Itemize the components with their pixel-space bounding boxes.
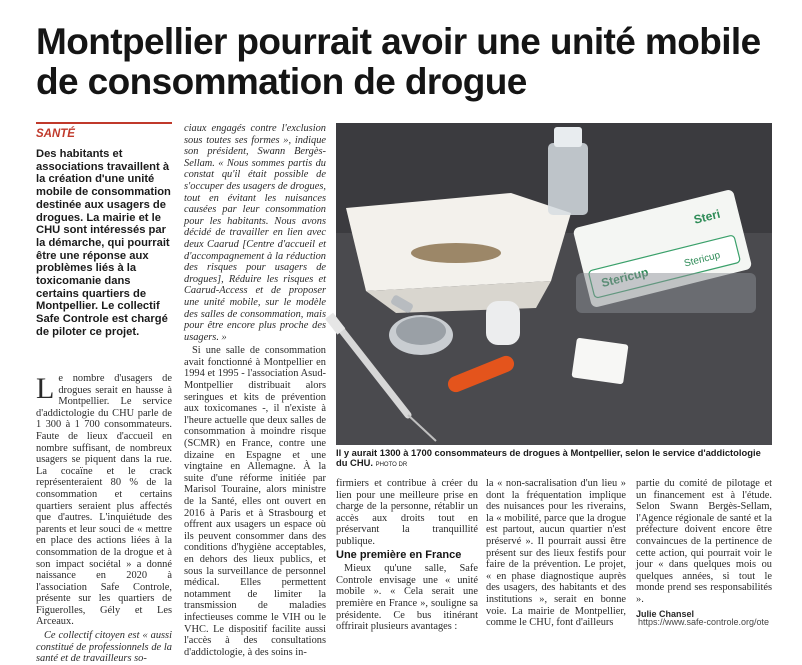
body-paragraph: la « non-sacralisation d'un lieu » dont la fréquentation implique des nuisances pour les riverains, la « mobilité, parce que la drogue est partout, aucun quartier n'est préservé ». Il pourrait aussi être présent sur des lieux festifs pour faire de la prévention. Le projet, « en phase diagnostique auprès des usagers, des habitants et des institutions », serait en bonne voie. La mairie de Montpellier, comme le CHU, font d'ailleurs — [486, 478, 626, 629]
headline: Montpellier pourrait avoir une unité mobile de consommation de drogue — [36, 21, 761, 102]
source-url[interactable]: https://www.safe-controle.org/ote — [638, 617, 770, 627]
card-label: Steri — [692, 206, 722, 227]
section-label: SANTÉ — [36, 128, 75, 140]
body-paragraph: Mieux qu'une salle, Safe Controle envisage une « unité mobile ». « Cela serait une première en France », souligne sa présidente. Ce bus itinérant offrirait plusieurs avantages : — [336, 563, 478, 633]
body-paragraph: e nombre d'usagers de drogues serait en hausse à Montpellier. Le service d'addictologie du CHU parle de 1 300 à 1 700 consommateurs. Faute de lieux d'accueil en nombre suffisant, de nombreux usagers se piquent dans la rue. La cocaïne et le crack représenteraient 80 % de la consommation et certains quartiers seraient plus affectés que d'autres. L'inquiétude des parents et leur souci de « mettre en place des actions liées à la consommation de la drogue et à son impact sociétal » a donné naissance en 2020 à l'association Safe Controle, présente sur les quartiers de Figuerolles, Gély et Les Arceaux. — [36, 373, 172, 628]
article-column-2 — [184, 123, 326, 658]
article-photo — [336, 123, 772, 445]
article-column-5 — [636, 478, 772, 619]
photo-caption — [336, 448, 772, 471]
article-column-4 — [486, 478, 626, 628]
body-paragraph: Si une salle de consommation avait fonctionné à Montpellier en 1994 et 1995 - l'association Asud-Montpellier distribuait alors seringues et kits de prévention aux toxicomanes -, il n'existe à l'heure actuelle que deux salles de consommation à moindre risque (SCMR) en France, contre une dizaine en Espagne et une vingtaine en Allemagne. À la suite d'une réforme initiée par Marisol Touraine, alors ministre de la Santé, elles ont ouvert en 2016 à Paris et à Strasbourg et offrent aux usagers un espace où ils peuvent consommer dans des conditions d'hygiène acceptables, en dehors des lieux publics, et sous la surveillance de personnel médical. Elles permettent notamment de limiter la transmission de maladies infectieuses comme le VIH ou le VHC. Le dispositif facilite aussi l'accès à des consultations d'addictologie, à des soins in- — [184, 345, 326, 658]
chapo-text: Des habitants et associations travaillent à la création d'une unité mobile de consommation destinée aux usagers de drogues. La mairie et le CHU sont intéressés par la démarche, qui pourrait être une réponse aux problèmes liés à la toxicomanie dans certains quartiers de Montpellier. Le collectif Safe Controle est chargé de piloter ce projet. — [36, 148, 171, 338]
white-cap — [486, 301, 520, 345]
glass-vial — [548, 143, 588, 215]
drug-kit-illustration — [336, 123, 772, 445]
chapo-block — [36, 122, 172, 339]
article-column-1 — [36, 372, 172, 665]
body-paragraph: ciaux engagés contre l'exclusion sous toutes ses formes », indique son président, Swann Bergès-Sellam. « Nous sommes partis du constat qu'il était possible de s'occuper des usagers de drogues, tout en évitant les nuisances causées par leur consommation pour les habitants. Nous avons décidé de travailler en lien avec deux Caarud [Centre d'accueil et d'accompagnement à la réduction des risques pour usagers de drogues], Réduire les risques et Caarud-Access et de proposer une unité mobile, sur le modèle des salles de consommation, mais pour être encore plus proche des usagers. » — [184, 123, 326, 343]
cotton-filter — [571, 338, 628, 385]
body-paragraph: Ce collectif citoyen est « aussi constitué de professionnels de la santé et de travailleurs so- — [36, 630, 172, 665]
photo-credit: PHOTO DR — [375, 462, 408, 469]
card-label: Stericup — [683, 249, 722, 270]
drop-cap: L — [36, 372, 55, 405]
powder-pile — [411, 243, 501, 263]
subheading: Une première en France — [336, 548, 462, 561]
article-column-3 — [336, 478, 478, 633]
author-signature: Julie Chansel — [636, 608, 695, 619]
body-paragraph: partie du comité de pilotage et un financement est à l'étude. Selon Swann Bergès-Sellam, l'Agence régionale de santé et la préfecture doivent encore être convaincues de la pertinence de cette action, qui pourrait voir le jour « dans quelques mois ou quelques années, si tout le monde prend ses responsabilités ». — [636, 478, 772, 605]
paper-sachet — [346, 193, 571, 291]
caption-text: Il y aurait 1300 à 1700 consommateurs de drogues à Montpellier, selon le service d'addictologie du CHU. — [336, 447, 761, 469]
body-paragraph: firmiers et contribue à créer du lien pour une meilleure prise en charge de la personne, rétablir un accès aux droits tout en préservant la tranquillité publique. — [336, 478, 478, 547]
